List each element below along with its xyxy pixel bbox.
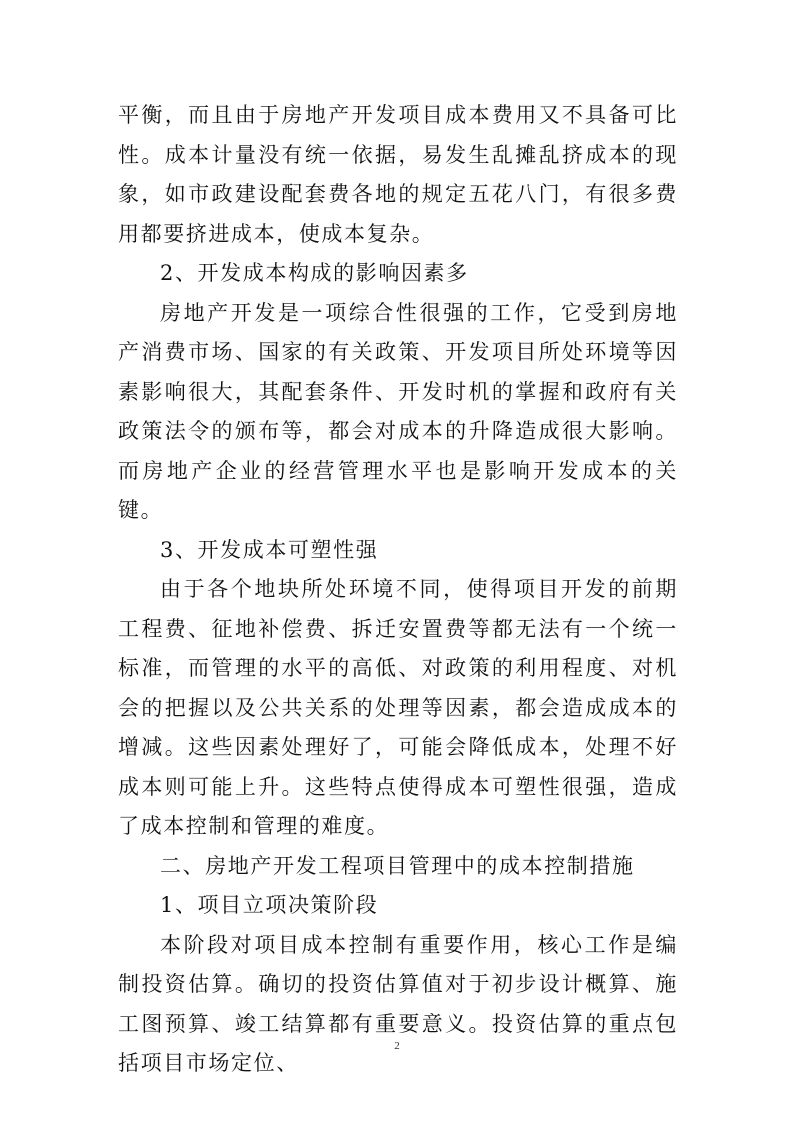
paragraph-decision-stage: 本阶段对项目成本控制有重要作用，核心工作是编制投资估算。确切的投资估算值对于初步设计概算、施工图预算、竣工结算都有重要意义。投资估算的重点包括项目市场定位、 xyxy=(118,932,678,1075)
document-body xyxy=(118,96,678,1084)
paragraph-cost-factors: 房地产开发是一项综合性很强的工作，它受到房地产消费市场、国家的有关政策、开发项目所处环境等因素影响很大，其配套条件、开发时机的掌握和政府有关政策法令的颁布等，都会对成本的升降造成很大影响。而房地产企业的经营管理水平也是影响开发成本的关键。 xyxy=(118,300,678,522)
page-number: 2 xyxy=(394,1040,400,1052)
section-heading-cost-control: 二、房地产开发工程项目管理中的成本控制措施 xyxy=(160,853,635,878)
subheading-cost-plasticity: 3、开发成本可塑性强 xyxy=(160,537,379,562)
paragraph-cost-plasticity: 由于各个地块所处环境不同，使得项目开发的前期工程费、征地补偿费、拆迁安置费等都无法有一个统一标准，而管理的水平的高低、对政策的利用程度、对机会的把握以及公共关系的处理等因素，都会造成成本的增减。这些因素处理好了，可能会降低成本，处理不好成本则可能上升。这些特点使得成本可塑性很强，造成了成本控制和管理的难度。 xyxy=(118,577,678,838)
subheading-cost-factors: 2、开发成本构成的影响因素多 xyxy=(160,261,469,285)
subheading-decision-stage: 1、项目立项决策阶段 xyxy=(160,893,379,917)
paragraph-continuation: 平衡，而且由于房地产开发项目成本费用又不具备可比性。成本计量没有统一依据，易发生乱摊乱挤成本的现象，如市政建设配套费各地的规定五花八门，有很多费用都要挤进成本，使成本复杂。 xyxy=(118,103,678,246)
